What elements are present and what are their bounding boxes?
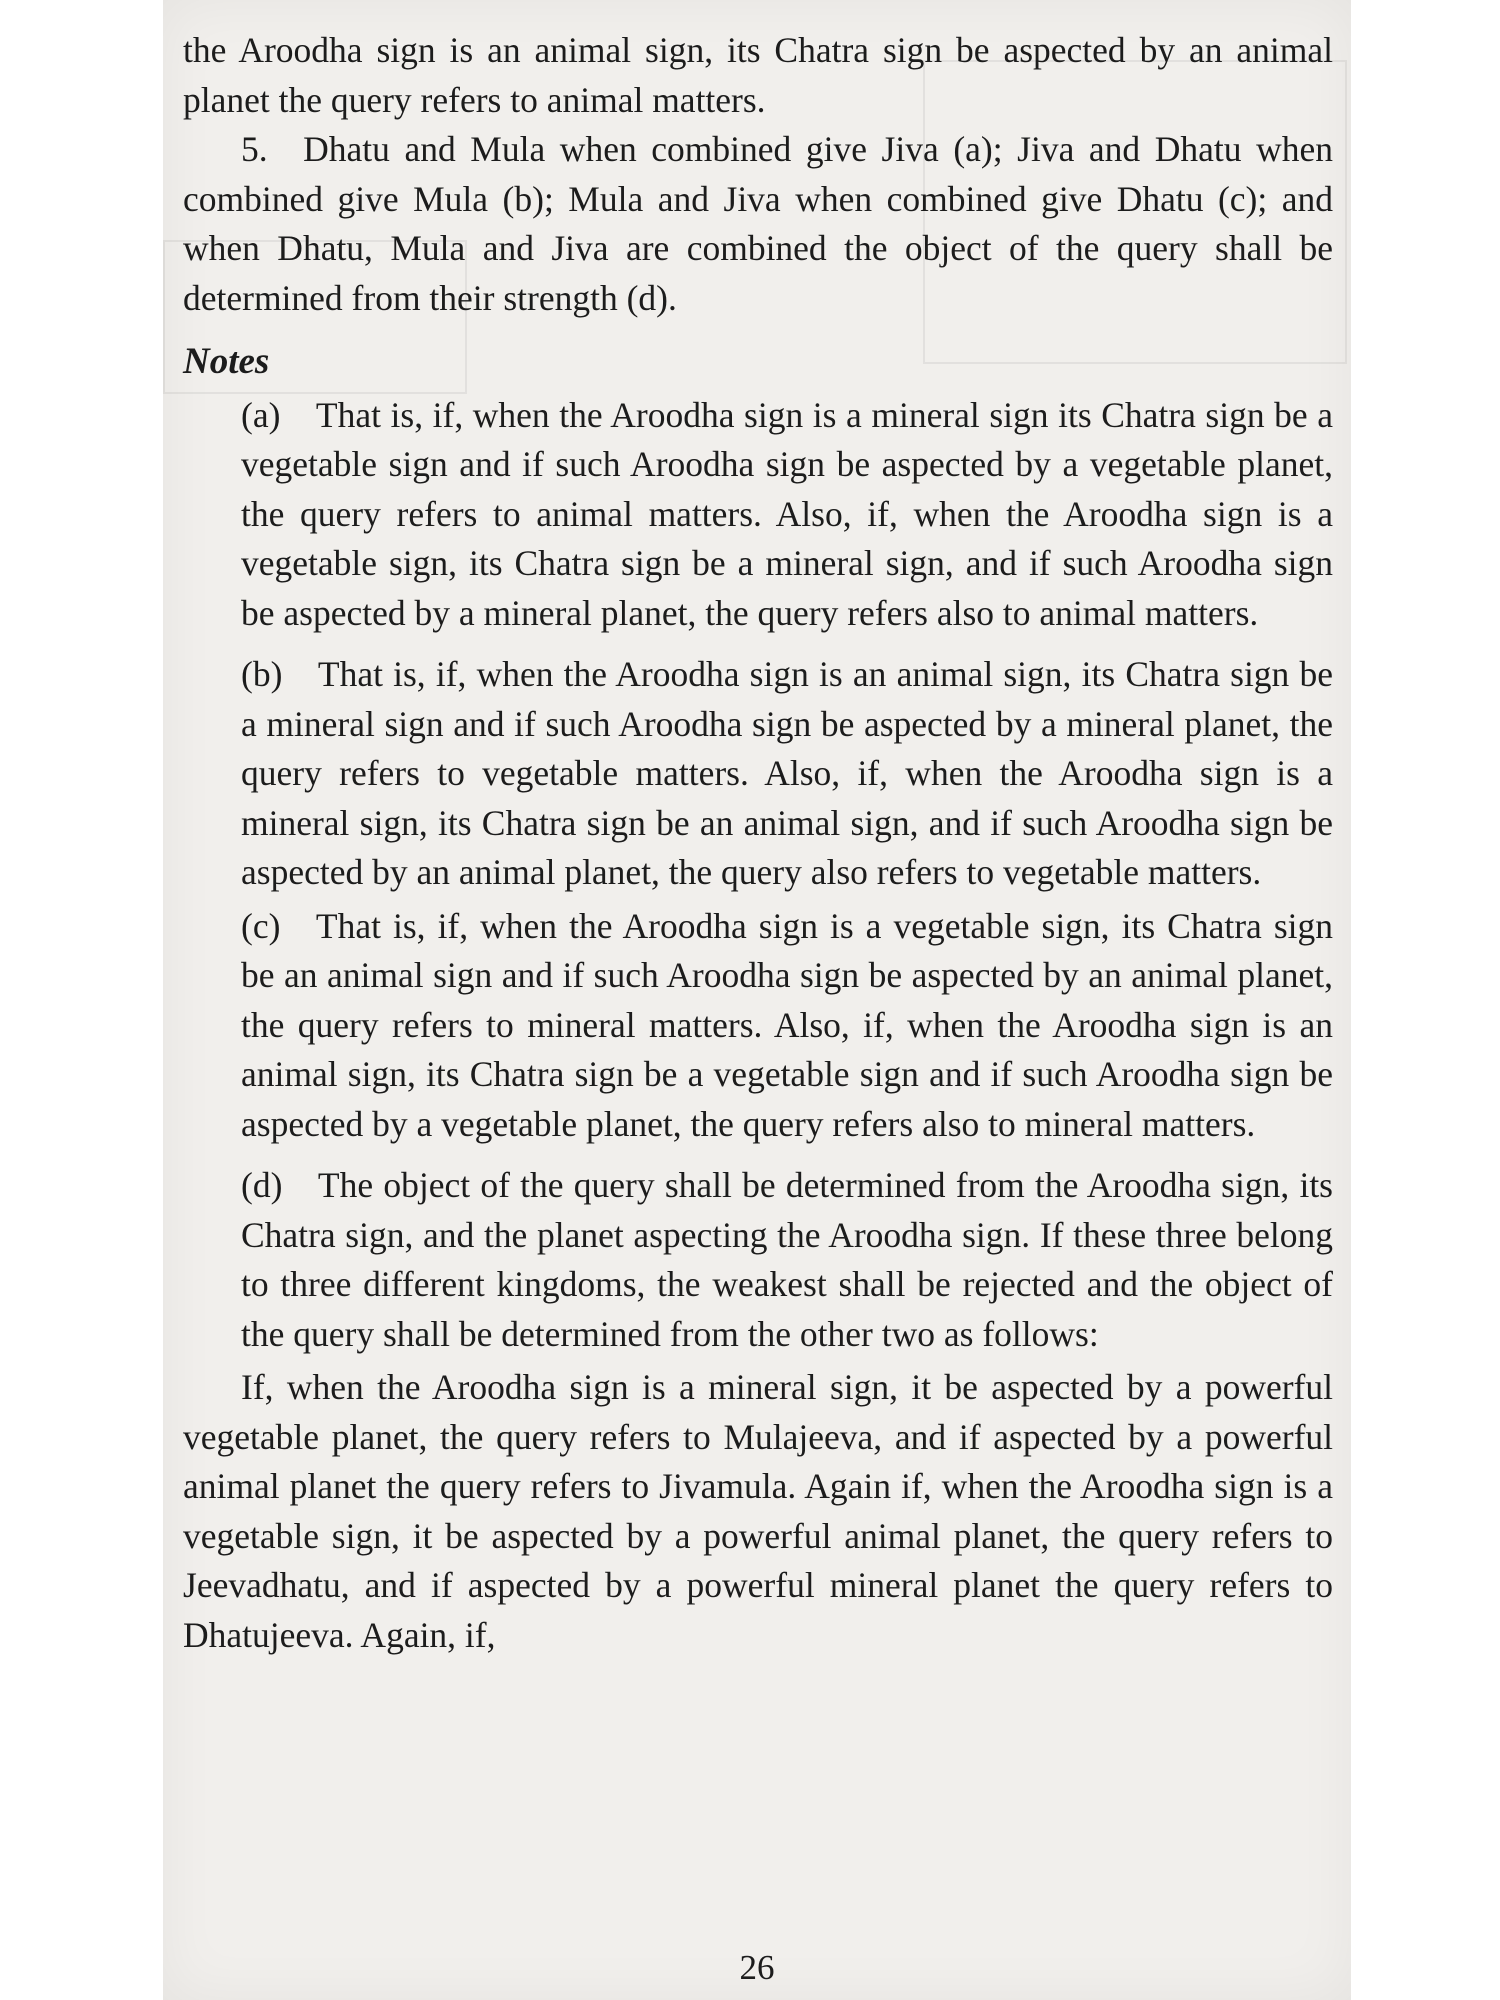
note-d: (d) The object of the query shall be determined from the Aroodha sign, its Chatra sign, and the planet aspecting the Aroodha sign. If these three belong to three different kingdoms, the weakest shall be rejected and the object of the query shall be determined from the other two as follows: bbox=[241, 1165, 1333, 1354]
note-b: (b) That is, if, when the Aroodha sign is an animal sign, its Chatra sign be a mineral sign and if such Aroodha sign be aspected by a mineral planet, the query refers to vegetable matters. Also, if, when the Aroodha sign is a mineral sign, its Chatra sign be an animal sign, and if such Aroodha sign be aspected by an animal planet, the query also refers to vegetable matters. bbox=[241, 654, 1333, 892]
body-text bbox=[183, 26, 1333, 1660]
continuation-paragraph: the Aroodha sign is an animal sign, its Chatra sign be aspected by an animal planet the query refers to animal matters. bbox=[183, 30, 1333, 120]
book-page bbox=[163, 0, 1351, 2000]
notes-heading: Notes bbox=[183, 341, 270, 382]
note-c: (c) That is, if, when the Aroodha sign is a vegetable sign, its Chatra sign be an animal sign and if such Aroodha sign be aspected by an animal planet, the query refers to mineral matters. Also, if, when the Aroodha sign is an animal sign, its Chatra sign be a vegetable sign and if such Aroodha sign be aspected by a vegetable planet, the query refers also to mineral matters. bbox=[241, 905, 1333, 1144]
page-number: 26 bbox=[739, 1948, 775, 1987]
paragraph-5: 5. Dhatu and Mula when combined give Jiva (a); Jiva and Dhatu when combined give Mula (b); Mula and Jiva when combined give Dhatu (c); and when Dhatu, Mula and Jiva are combined the object of the query shall be determined from their strength (d). bbox=[183, 129, 1333, 318]
final-paragraph: If, when the Aroodha sign is a mineral sign, it be aspected by a powerful vegetable planet, the query refers to Mulajeeva, and if aspected by a powerful animal planet the query refers to Jivamula. Again if, when the Aroodha sign is a vegetable sign, it be aspected by a powerful animal planet, the query refers to Jeevadhatu, and if aspected by a powerful mineral planet the query refers to Dhatujeeva. Again, if, bbox=[183, 1367, 1333, 1655]
note-a: (a) That is, if, when the Aroodha sign is a mineral sign its Chatra sign be a vegetable sign and if such Aroodha sign be aspected by a vegetable planet, the query refers to animal matters. Also, if, when the Aroodha sign is a vegetable sign, its Chatra sign be a mineral sign, and if such Aroodha sign be aspected by a mineral planet, the query refers also to animal matters. bbox=[241, 394, 1333, 633]
